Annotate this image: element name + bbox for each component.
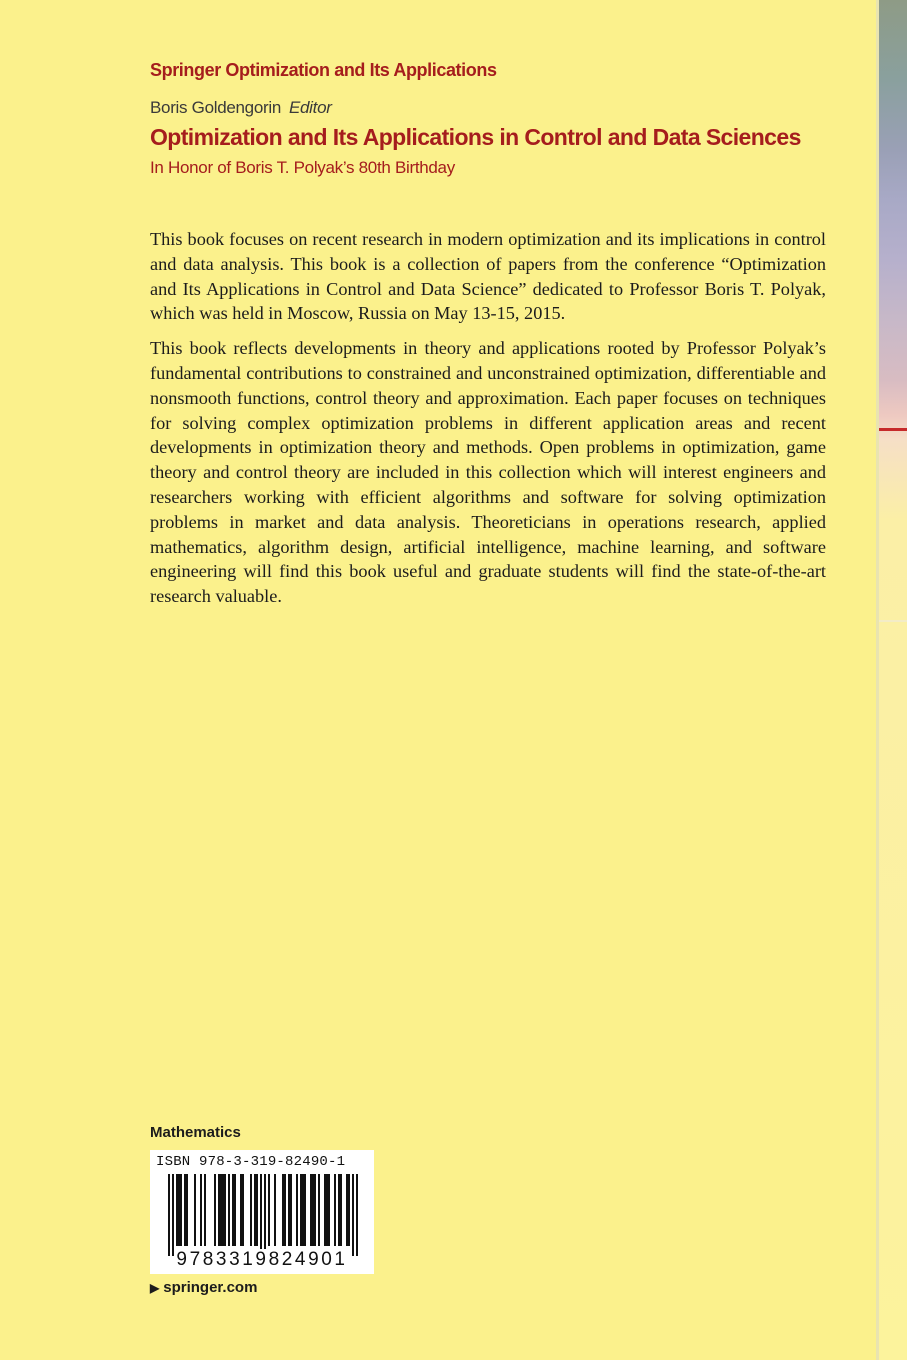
barcode-bar <box>296 1174 298 1246</box>
barcode-bar <box>200 1174 202 1246</box>
barcode-bar <box>194 1174 196 1246</box>
spine-red-stripe <box>879 428 907 431</box>
barcode-bar <box>356 1174 358 1256</box>
barcode-bars <box>154 1174 370 1256</box>
book-subtitle: In Honor of Boris T. Polyak’s 80th Birthday <box>150 158 455 177</box>
barcode-bar <box>324 1174 326 1246</box>
editor-name: Boris Goldengorin <box>150 98 281 117</box>
barcode-bar <box>250 1174 252 1246</box>
barcode-bar <box>326 1174 328 1246</box>
barcode-bar <box>274 1174 276 1246</box>
website-label: springer.com <box>163 1279 258 1296</box>
barcode-bar <box>240 1174 242 1246</box>
barcode-bar <box>314 1174 316 1246</box>
book-title: Optimization and Its Applications in Control and Data Sciences <box>150 124 801 150</box>
arrow-right-icon: ▶ <box>150 1281 160 1295</box>
barcode-bar <box>254 1174 256 1246</box>
barcode-bar <box>304 1174 306 1246</box>
barcode-bar <box>288 1174 290 1246</box>
barcode-bar <box>352 1174 354 1256</box>
barcode <box>150 1150 374 1274</box>
barcode-bar <box>214 1174 216 1246</box>
barcode-bar <box>256 1174 258 1246</box>
barcode-bar <box>178 1174 180 1246</box>
editor-line <box>150 98 332 118</box>
barcode-bar <box>334 1174 336 1246</box>
blurb <box>150 227 826 619</box>
subject-label: Mathematics <box>150 1124 241 1141</box>
barcode-bar <box>284 1174 286 1246</box>
ean-digits-line <box>150 1249 374 1271</box>
barcode-bar <box>176 1174 178 1246</box>
blurb-paragraph: This book focuses on recent research in modern optimization and its implications in control and data analysis. This book is a collection of papers from the conference “Optimization and Its Applications in Control and Data Science” dedicated to Professor Boris T. Polyak, which was held in Moscow, Russia on May 13-15, 2015. <box>150 229 826 324</box>
barcode-bar <box>242 1174 244 1246</box>
barcode-bar <box>224 1174 226 1246</box>
barcode-bar <box>300 1174 302 1246</box>
barcode-bar <box>220 1174 222 1246</box>
spine-strip <box>876 0 907 1360</box>
barcode-bar <box>282 1174 284 1246</box>
barcode-bar <box>186 1174 188 1246</box>
ean-digits: 9783319824901 <box>176 1249 348 1270</box>
barcode-bar <box>260 1174 262 1256</box>
barcode-bar <box>346 1174 348 1246</box>
editor-role: Editor <box>288 98 332 117</box>
blurb-paragraph: This book reflects developments in theory and applications rooted by Professor Polyak’s fundamental contributions to constrained and unconstrained optimization, differentiable and nonsmooth functions, control theory and approximation. Each paper focuses on techniques for solving complex optimization problems in different application areas and recent developments in optimization theory and methods. Open problems in optimization, game theory and control theory are included in this collection which will interest engineers and researchers working with efficient algorithms and software for solving optimization problems in market and data analysis. Theoreticians in operations research, applied mathematics, algorithm design, artificial intelligence, machine learning, and software engineering will find this book useful and graduate students will find the state-of-the-art research valuable. <box>150 338 826 607</box>
barcode-bar <box>232 1174 234 1246</box>
barcode-bar <box>310 1174 312 1246</box>
barcode-bar <box>222 1174 224 1246</box>
barcode-bar <box>204 1174 206 1246</box>
barcode-bar <box>218 1174 220 1246</box>
barcode-bar <box>348 1174 350 1246</box>
spine-divider <box>879 620 907 622</box>
barcode-bar <box>290 1174 292 1246</box>
barcode-bar <box>264 1174 266 1256</box>
barcode-bar <box>302 1174 304 1246</box>
series-name: Springer Optimization and Its Applications <box>150 60 497 80</box>
barcode-bar <box>338 1174 340 1246</box>
barcode-bar <box>318 1174 320 1246</box>
spine-edge <box>876 0 879 1360</box>
barcode-bar <box>172 1174 174 1256</box>
barcode-bar <box>184 1174 186 1246</box>
barcode-bar <box>312 1174 314 1246</box>
barcode-bar <box>328 1174 330 1246</box>
barcode-bar <box>228 1174 230 1246</box>
isbn-label: ISBN 978-3-319-82490-1 <box>156 1154 346 1170</box>
barcode-bar <box>180 1174 182 1246</box>
website[interactable] <box>150 1279 257 1296</box>
barcode-bar <box>340 1174 342 1246</box>
barcode-bar <box>268 1174 270 1246</box>
barcode-bar <box>234 1174 236 1246</box>
barcode-bar <box>168 1174 170 1256</box>
